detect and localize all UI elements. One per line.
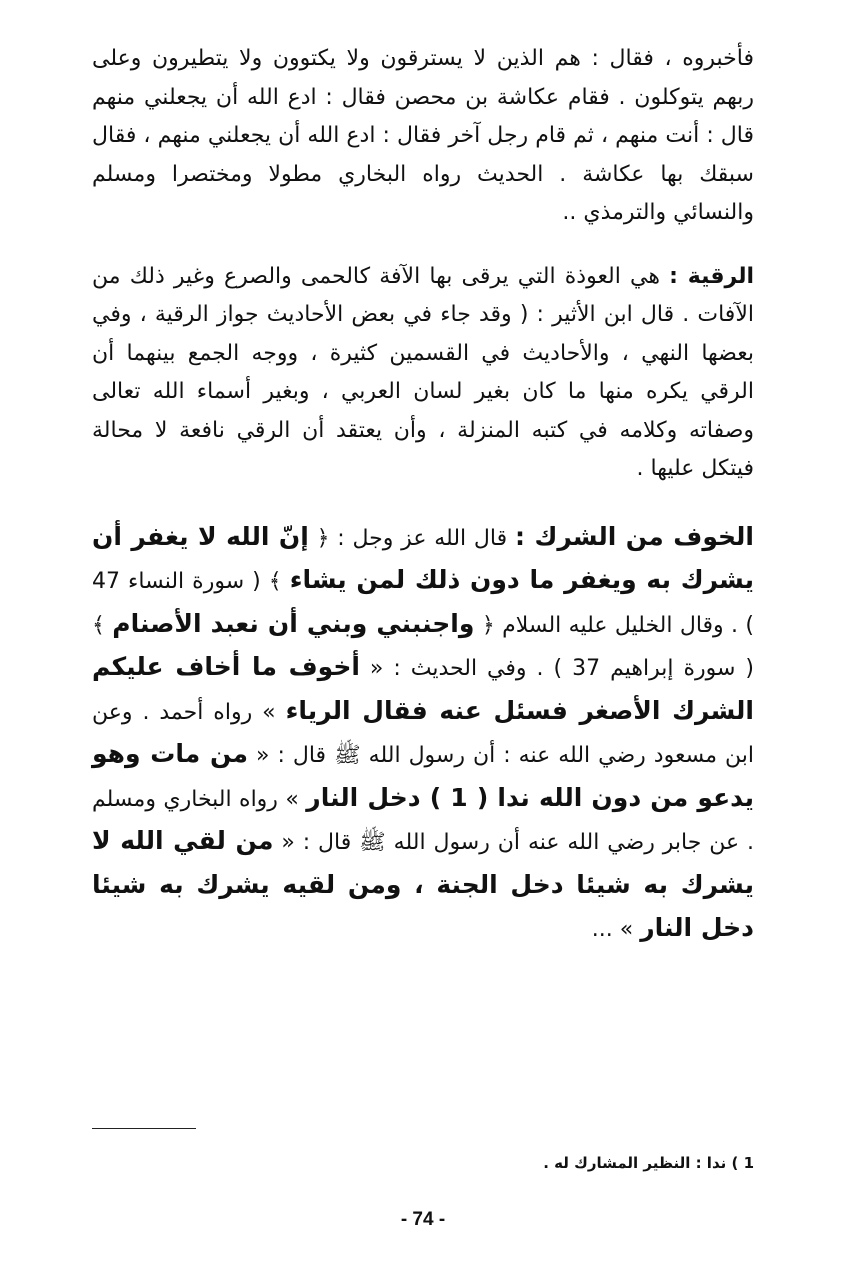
paragraph-text: فأخبروه ، فقال : هم الذين لا يسترقون ولا يكتوون ولا يتطيرون وعلى ربهم يتوكلون . فقام عكاشة بن محصن فقال : ادع الله أن يجعلني منهم قال : أنت منهم ، ثم قام رجل آخر فقال : ادع الله أن يجعلني منهم ، فقال سبقك بها عكاشة . الحديث رواه البخاري مطولا ومختصرا ومسلم والنسائي والترمذي .. <box>92 46 754 225</box>
text-segment: ﴾ ( سورة إبراهيم 37 ) . وفي الحديث : « <box>92 612 754 681</box>
paragraph-ruqya-definition <box>92 258 754 489</box>
footnote-divider <box>92 1128 196 1129</box>
quran-verse-ibrahim: واجنبني وبني أن نعبد الأصنام <box>112 608 475 638</box>
paragraph-text: هي العوذة التي يرقى بها الآفة كالحمى والصرع وغير ذلك من الآفات . قال ابن الأثير : ( وقد جاء في بعض الأحاديث جواز الرقية ، وفي بعضها النهي ، والأحاديث في القسمين كثيرة ، ووجه الجمع بينهما أن الرقي يكره منها ما كان بغير لسان العربي ، وبغير أسماء الله تعالى وصفاته وكلامه في كتبه المنزلة ، وأن يعتقد أن الرقي نافعة لا محالة فيتكل عليها . <box>92 263 754 481</box>
paragraph-hadith-narration <box>92 40 754 233</box>
hadith-quote-paradise: من لقي الله لا يشرك به شيئا دخل الجنة ، ومن لقيه يشرك به شيئا دخل النار <box>92 826 754 942</box>
footnote: 1 ) ندا : النظير المشارك له . <box>543 1154 754 1172</box>
quran-verse-nisa: إنّ الله لا يغفر أن يشرك به ويغفر ما دون ذلك لمن يشاء <box>92 521 754 594</box>
hadith-quote-riya: أخوف ما أخاف عليكم الشرك الأصغر فسئل عنه فقال الرياء <box>92 652 754 725</box>
page-body <box>92 40 754 951</box>
text-segment: قال الله عز وجل : ﴿ <box>316 525 508 551</box>
hadith-quote-nidd: من مات وهو يدعو من دون الله ندا ( 1 ) دخل النار <box>92 739 755 812</box>
text-segment: » رواه أحمد . وعن ابن مسعود رضي الله عنه : أن رسول الله ﷺ قال : « <box>92 699 754 768</box>
term-ruqya: الرقية : <box>669 263 755 289</box>
text-segment: ﴾ ( سورة النساء 47 ) . وقال الخليل عليه السلام ﴿ <box>92 569 755 638</box>
page-number: - 74 - <box>400 1209 446 1230</box>
text-segment: » رواه البخاري ومسلم . عن جابر رضي الله عنه أن رسول الله ﷺ قال : « <box>92 786 755 855</box>
paragraph-fear-of-shirk <box>92 516 754 951</box>
term-fear-of-shirk: الخوف من الشرك : <box>514 521 754 551</box>
text-segment: » ... <box>591 917 634 942</box>
